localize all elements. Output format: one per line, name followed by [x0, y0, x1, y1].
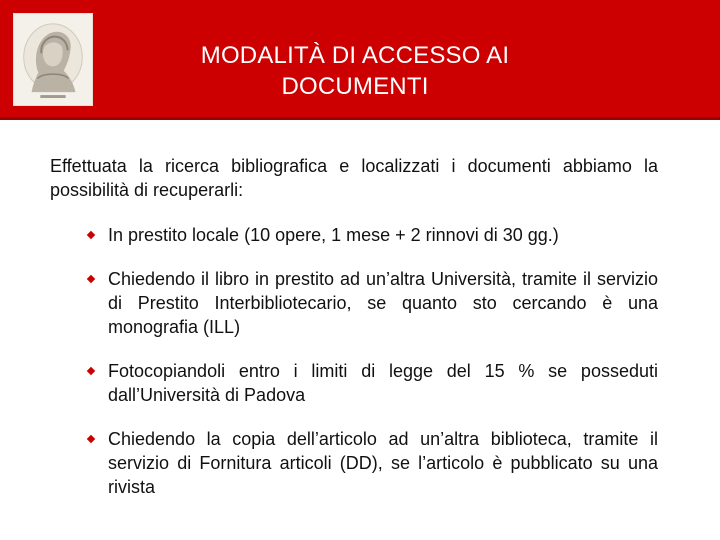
slide-header: [0, 0, 720, 120]
diamond-bullet-icon: [87, 367, 95, 375]
bullet-item-photocopy: [50, 359, 658, 407]
bullet-item-document-delivery: [50, 427, 658, 499]
intro-paragraph: Effettuata la ricerca bibliografica e localizzati i documenti abbiamo la possibilità di recuperarli:: [50, 156, 658, 200]
slide-content: [50, 154, 658, 499]
bullet-list: [50, 223, 658, 499]
bullet-text-document-delivery: Chiedendo la copia dell’articolo ad un’altra biblioteca, tramite il servizio di Fornitura articoli (DD), se l’articolo è pubblicato su una rivista: [108, 429, 658, 497]
bullet-text-local-loan: In prestito locale (10 opere, 1 mese + 2 rinnovi di 30 gg.): [108, 225, 559, 245]
bullet-item-local-loan: [50, 223, 658, 247]
diamond-bullet-icon: [87, 231, 95, 239]
slide-title-line-1: MODALITÀ DI ACCESSO AI: [200, 42, 510, 69]
bullet-text-photocopy: Fotocopiandoli entro i limiti di legge del 15 % se posseduti dall’Università di Padova: [108, 361, 658, 405]
slide-title-line-2: DOCUMENTI: [281, 73, 429, 100]
slide-title: [120, 40, 590, 102]
diamond-bullet-icon: [87, 435, 95, 443]
bullet-item-interlibrary-loan: [50, 267, 658, 339]
portrait-engraving-graphic: [14, 14, 92, 105]
diamond-bullet-icon: [87, 275, 95, 283]
bullet-text-interlibrary-loan: Chiedendo il libro in prestito ad un’altra Università, tramite il servizio di Prestito Interbibliotecario, se quanto sto cercando è una monografia (ILL): [108, 269, 658, 337]
portrait-engraving-icon: [13, 13, 93, 106]
